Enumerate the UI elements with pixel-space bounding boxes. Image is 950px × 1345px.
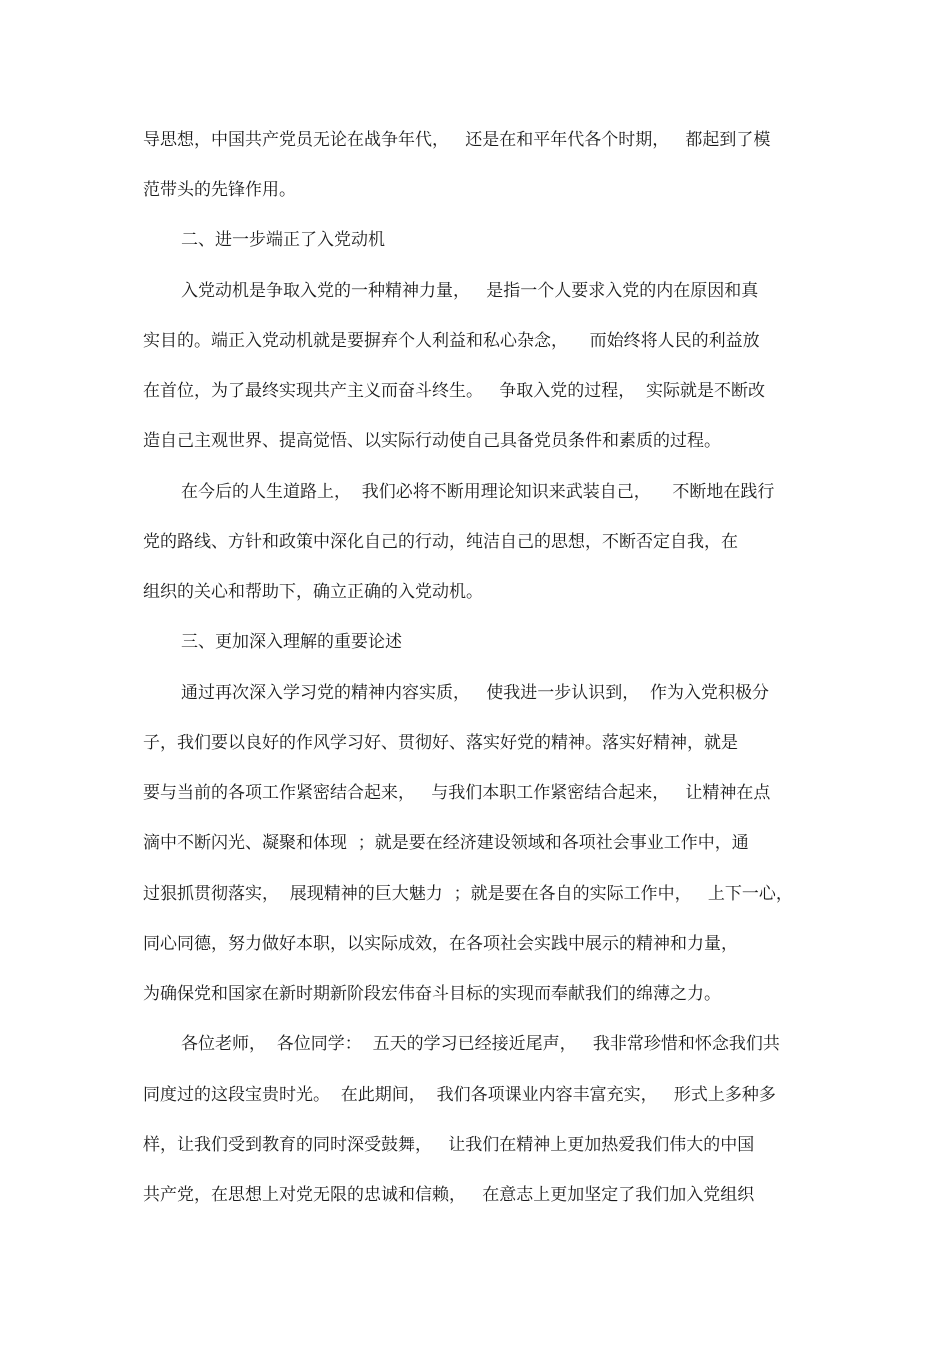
text-line-2: 范带头的先锋作用。 [143, 180, 296, 200]
text-line-9: 党的路线、方针和政策中深化自己的行动，纯洁自己的思想，不断否定自我，在 [143, 532, 738, 552]
text-line-22: 共产党，在思想上对党无限的忠诚和信赖， 在意志上更加坚定了我们加入党组织 [143, 1185, 755, 1205]
text-line-5: 实目的。端正入党动机就是要摒弃个人利益和私心杂念， 而始终将人民的利益放 [143, 331, 760, 351]
text-line-20: 同度过的这段宝贵时光。 在此期间， 我们各项课业内容丰富充实， 形式上多种多 [143, 1085, 776, 1105]
text-line-4: 入党动机是争取入党的一种精神力量， 是指一个人要求入党的内在原因和真 [181, 281, 759, 301]
section-heading-3: 三、更加深入理解的重要论述 [181, 632, 402, 652]
text-line-8: 在今后的人生道路上， 我们必将不断用理论知识来武装自己， 不断地在践行 [181, 482, 775, 502]
text-line-1: 导思想，中国共产党员无论在战争年代， 还是在和平年代各个时期， 都起到了模 [143, 130, 771, 150]
text-line-18: 为确保党和国家在新时期新阶段宏伟奋斗目标的实现而奉献我们的绵薄之力。 [143, 984, 721, 1004]
section-heading-2: 二、进一步端正了入党动机 [181, 230, 385, 250]
text-line-19: 各位老师， 各位同学： 五天的学习已经接近尾声， 我非常珍惜和怀念我们共 [181, 1034, 780, 1054]
text-line-7: 造自己主观世界、提高觉悟、以实际行动使自己具备党员条件和素质的过程。 [143, 431, 721, 451]
text-line-15: 滴中不断闪光、凝聚和体现 ；就是要在经济建设领域和各项社会事业工作中，通 [143, 833, 749, 853]
text-line-14: 要与当前的各项工作紧密结合起来， 与我们本职工作紧密结合起来， 让精神在点 [143, 783, 771, 803]
text-line-21: 样，让我们受到教育的同时深受鼓舞， 让我们在精神上更加热爱我们伟大的中国 [143, 1135, 755, 1155]
text-line-12: 通过再次深入学习党的精神内容实质， 使我进一步认识到， 作为入党积极分 [181, 683, 770, 703]
text-line-16: 过狠抓贯彻落实， 展现精神的巨大魅力 ；就是要在各自的实际工作中， 上下一心， [143, 884, 793, 904]
text-line-17: 同心同德，努力做好本职，以实际成效，在各项社会实践中展示的精神和力量， [143, 934, 738, 954]
text-line-10: 组织的关心和帮助下，确立正确的入党动机。 [143, 582, 483, 602]
text-line-13: 子，我们要以良好的作风学习好、贯彻好、落实好党的精神。落实好精神，就是 [143, 733, 738, 753]
text-line-6: 在首位，为了最终实现共产主义而奋斗终生。 争取入党的过程， 实际就是不断改 [143, 381, 766, 401]
